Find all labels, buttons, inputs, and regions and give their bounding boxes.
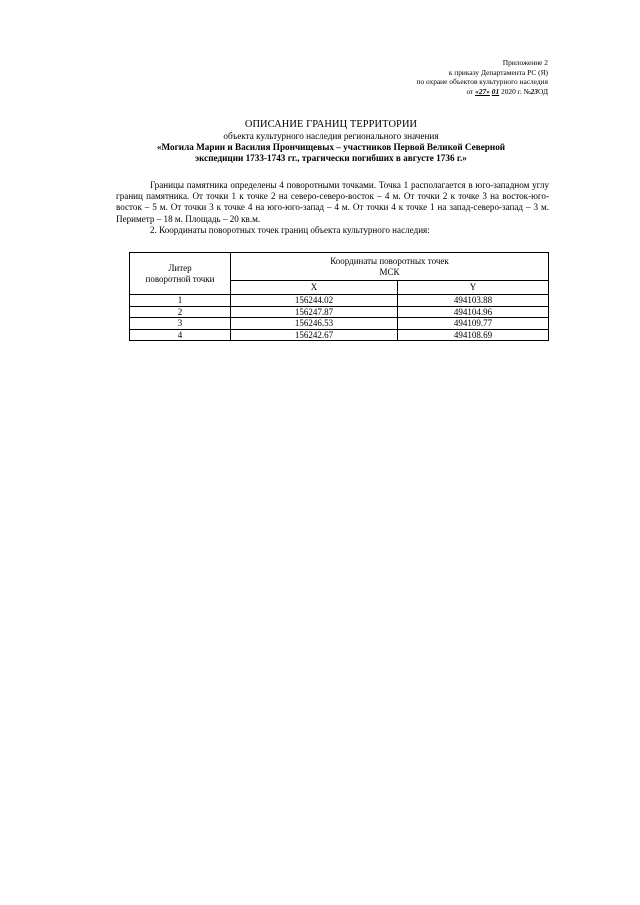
point-cell: 3 [130,318,231,330]
y-cell: 494103.88 [398,295,549,307]
table-row [130,306,549,318]
y-column-header: Y [398,281,549,295]
table-row [130,329,549,341]
y-cell: 494108.69 [398,329,549,341]
y-cell: 494109.77 [398,318,549,330]
object-name-line-2: экспедиции 1733-1743 гг., трагически погибших в августе 1736 г.» [195,153,467,164]
document-heading [116,118,546,165]
annex-date-line [417,87,549,97]
annex-month: 01 [491,86,500,96]
x-column-header: X [231,281,398,295]
x-cell: 156246.53 [231,318,398,330]
annex-date-prefix: от [466,86,474,96]
x-cell: 156247.87 [231,306,398,318]
x-cell: 156244.02 [231,295,398,307]
annex-number-suffix: ОД [537,86,548,96]
annex-stamp [417,58,549,96]
point-cell: 4 [130,329,231,341]
document-subtitle: объекта культурного наследия регионального значения [223,131,439,141]
boundary-description [116,180,549,236]
coordinates-header-line-2: МСК [379,266,400,277]
coordinates-header-line-1: Координаты поворотных точек [330,256,449,266]
annex-year: 2020 г. № [501,86,531,96]
point-cell: 2 [130,306,231,318]
annex-number: 23 [530,86,538,96]
document-title: ОПИСАНИЕ ГРАНИЦ ТЕРРИТОРИИ [244,119,418,130]
table-row [130,295,549,307]
point-header-line-2: поворотной точки [145,273,215,284]
y-cell: 494104.96 [398,306,549,318]
point-cell: 1 [130,295,231,307]
annex-title: Приложение 2 [502,58,548,67]
coordinates-column-header [231,253,549,281]
annex-order-line: к приказу Департамента РС (Я) [448,67,548,77]
point-column-header [130,253,231,295]
coordinates-table [129,252,549,341]
x-cell: 156242.67 [231,329,398,341]
coordinates-intro: 2. Координаты поворотных точек границ объекта культурного наследия: [150,224,430,235]
boundary-paragraph: Границы памятника определены 4 поворотными точками. Точка 1 располагается в юго-западном углу границ памятника. От точки 1 к точке 2 на северо-северо-восток – 4 м. От точки 2 к точке 3 на восток-юго-восток – 5 м. От точки 3 к точке 4 на юго-юго-запад – 4 м. От точки 4 к точке 1 на запад-северо-запад – 3 м. Периметр – 18 м. Площадь – 20 кв.м. [116,180,549,224]
annex-day: «27» [475,86,490,96]
object-name-line-1: «Могила Марии и Василия Прончищевых – участников Первой Великой Северной [156,142,506,152]
table-row [130,318,549,330]
annex-department-line: по охране объектов культурного наследия [416,77,548,87]
point-header-line-1: Литер [168,263,192,273]
